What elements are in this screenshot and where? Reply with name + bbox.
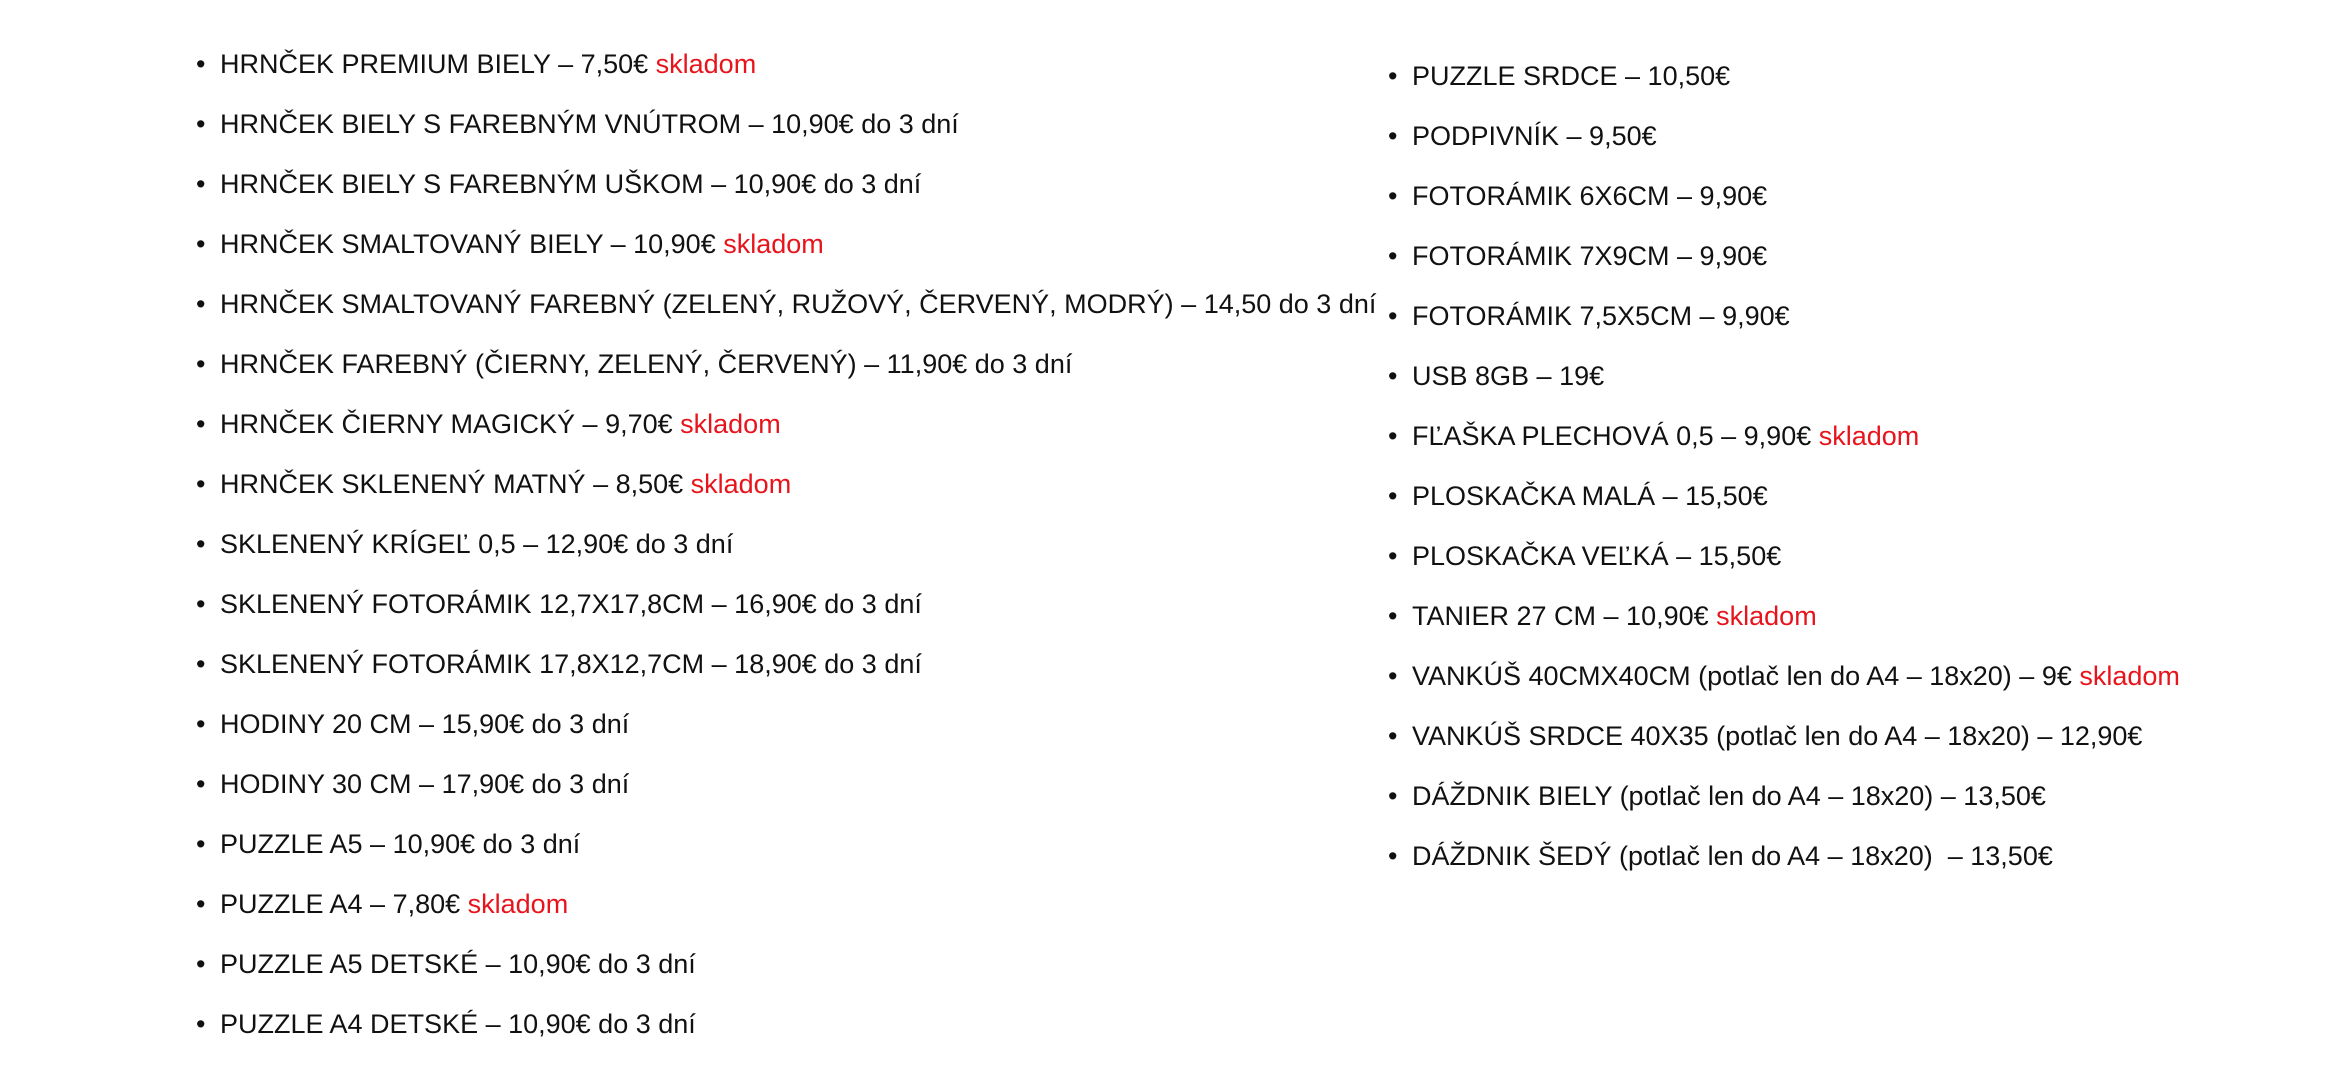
bullet-icon: • [1388, 541, 1398, 571]
product-text: PUZZLE A5 DETSKÉ – 10,90€ do 3 dní [220, 949, 696, 979]
bullet-icon: • [196, 109, 206, 139]
product-list-item [1388, 843, 2180, 903]
product-text: HRNČEK SMALTOVANÝ BIELY – 10,90€ [220, 229, 724, 259]
bullet-icon: • [196, 169, 206, 199]
product-text: PUZZLE SRDCE – 10,50€ [1412, 61, 1731, 91]
product-text: DÁŽDNIK BIELY (potlač len do A4 – 18x20) – 13,50€ [1412, 781, 2046, 811]
product-list-item [196, 291, 1376, 351]
product-list-item [1388, 243, 2180, 303]
product-text: HRNČEK FAREBNÝ (ČIERNY, ZELENÝ, ČERVENÝ) – 11,90€ do 3 dní [220, 349, 1073, 379]
product-list-item [1388, 303, 2180, 363]
product-list-item [196, 351, 1376, 411]
bullet-icon: • [1388, 841, 1398, 871]
bullet-icon: • [1388, 781, 1398, 811]
product-list-item [1388, 543, 2180, 603]
bullet-icon: • [196, 949, 206, 979]
stock-status-label: skladom [655, 49, 757, 79]
product-text: PUZZLE A5 – 10,90€ do 3 dní [220, 829, 581, 859]
bullet-icon: • [1388, 241, 1398, 271]
product-list-left [196, 51, 1376, 1071]
bullet-icon: • [1388, 301, 1398, 331]
product-list-item [1388, 183, 2180, 243]
bullet-icon: • [1388, 121, 1398, 151]
bullet-icon: • [1388, 421, 1398, 451]
product-list-item [1388, 63, 2180, 123]
product-text: FOTORÁMIK 7,5X5CM – 9,90€ [1412, 301, 1790, 331]
product-text: PLOSKAČKA VEĽKÁ – 15,50€ [1412, 541, 1782, 571]
product-text: HRNČEK SMALTOVANÝ FAREBNÝ (ZELENÝ, RUŽOVÝ, ČERVENÝ, MODRÝ) – 14,50 do 3 dní [220, 289, 1377, 319]
bullet-icon: • [196, 769, 206, 799]
product-list-item [196, 591, 1376, 651]
bullet-icon: • [196, 529, 206, 559]
bullet-icon: • [196, 229, 206, 259]
product-text: DÁŽDNIK ŠEDÝ (potlač len do A4 – 18x20) – 13,50€ [1412, 841, 2053, 871]
bullet-icon: • [196, 589, 206, 619]
product-text: USB 8GB – 19€ [1412, 361, 1605, 391]
bullet-icon: • [196, 409, 206, 439]
product-list-item [196, 951, 1376, 1011]
bullet-icon: • [1388, 181, 1398, 211]
product-text: PUZZLE A4 – 7,80€ [220, 889, 468, 919]
product-list-item [196, 711, 1376, 771]
product-list-item [1388, 123, 2180, 183]
bullet-icon: • [1388, 721, 1398, 751]
product-text: FOTORÁMIK 7X9CM – 9,90€ [1412, 241, 1768, 271]
bullet-icon: • [196, 49, 206, 79]
bullet-icon: • [196, 1009, 206, 1039]
product-text: HRNČEK BIELY S FAREBNÝM UŠKOM – 10,90€ do 3 dní [220, 169, 922, 199]
product-text: VANKÚŠ 40CMX40CM (potlač len do A4 – 18x20) – 9€ [1412, 661, 2080, 691]
product-text: PODPIVNÍK – 9,50€ [1412, 121, 1657, 151]
bullet-icon: • [196, 829, 206, 859]
bullet-icon: • [196, 709, 206, 739]
bullet-icon: • [1388, 661, 1398, 691]
stock-status-label: skladom [680, 409, 781, 439]
bullet-icon: • [196, 289, 206, 319]
product-list-item [196, 831, 1376, 891]
product-list-item [196, 531, 1376, 591]
product-text: SKLENENÝ FOTORÁMIK 17,8X12,7CM – 18,90€ do 3 dní [220, 649, 922, 679]
product-text: SKLENENÝ FOTORÁMIK 12,7X17,8CM – 16,90€ do 3 dní [220, 589, 922, 619]
bullet-icon: • [196, 649, 206, 679]
product-text: TANIER 27 CM – 10,90€ [1412, 601, 1717, 631]
stock-status-label: skladom [467, 889, 569, 919]
product-list-item [1388, 363, 2180, 423]
product-text: SKLENENÝ KRÍGEĽ 0,5 – 12,90€ do 3 dní [220, 529, 734, 559]
product-text: PUZZLE A4 DETSKÉ – 10,90€ do 3 dní [220, 1009, 696, 1039]
product-text: HODINY 20 CM – 15,90€ do 3 dní [220, 709, 630, 739]
product-list-item [1388, 483, 2180, 543]
bullet-icon: • [1388, 61, 1398, 91]
product-text: PLOSKAČKA MALÁ – 15,50€ [1412, 481, 1768, 511]
stock-status-label: skladom [690, 469, 792, 499]
product-list-item [196, 771, 1376, 831]
product-list-item [196, 171, 1376, 231]
bullet-icon: • [196, 469, 206, 499]
bullet-icon: • [1388, 361, 1398, 391]
product-list-item [196, 891, 1376, 951]
bullet-icon: • [196, 349, 206, 379]
product-list-item [1388, 603, 2180, 663]
product-list-item [196, 231, 1376, 291]
product-list-right [1388, 63, 2180, 903]
stock-status-label: skladom [723, 229, 824, 259]
product-text: HRNČEK BIELY S FAREBNÝM VNÚTROM – 10,90€ do 3 dní [220, 109, 959, 139]
product-text: FOTORÁMIK 6X6CM – 9,90€ [1412, 181, 1768, 211]
product-list-item [196, 411, 1376, 471]
product-list-item [196, 651, 1376, 711]
product-list-item [1388, 663, 2180, 723]
product-text: HRNČEK SKLENENÝ MATNÝ – 8,50€ [220, 469, 691, 499]
stock-status-label: skladom [1818, 421, 1920, 451]
product-text: HRNČEK PREMIUM BIELY – 7,50€ [220, 49, 656, 79]
product-list-item [1388, 423, 2180, 483]
product-list-item [196, 471, 1376, 531]
product-list-item [196, 111, 1376, 171]
product-text: HODINY 30 CM – 17,90€ do 3 dní [220, 769, 630, 799]
stock-status-label: skladom [2079, 661, 2180, 691]
product-text: FĽAŠKA PLECHOVÁ 0,5 – 9,90€ [1412, 421, 1819, 451]
product-list-item [1388, 723, 2180, 783]
stock-status-label: skladom [1716, 601, 1817, 631]
bullet-icon: • [1388, 481, 1398, 511]
bullet-icon: • [1388, 601, 1398, 631]
product-text: HRNČEK ČIERNY MAGICKÝ – 9,70€ [220, 409, 681, 439]
bullet-icon: • [196, 889, 206, 919]
product-list-item [1388, 783, 2180, 843]
product-list-item [196, 1011, 1376, 1071]
product-list-item [196, 51, 1376, 111]
product-text: VANKÚŠ SRDCE 40X35 (potlač len do A4 – 18x20) – 12,90€ [1412, 721, 2143, 751]
